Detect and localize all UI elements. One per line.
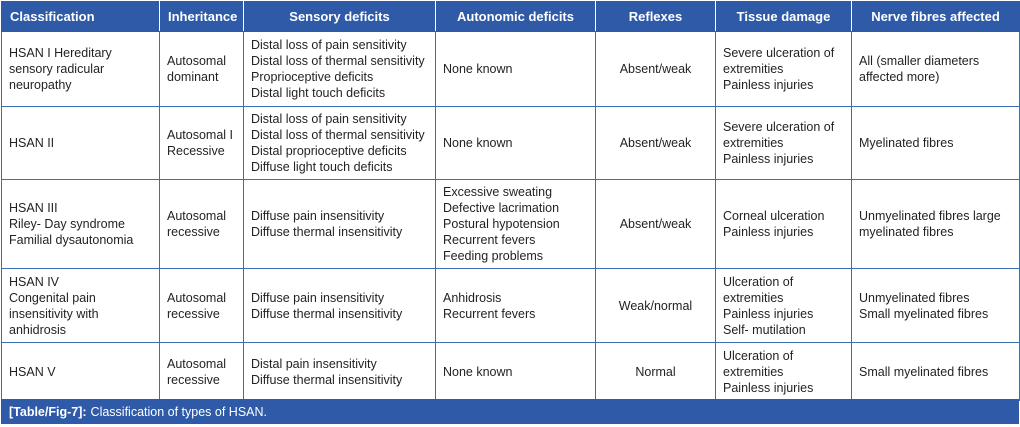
cell-line: extremities [723, 136, 784, 150]
header-autonomic-deficits: Autonomic deficits [436, 2, 596, 32]
cell-line: Painless injuries [723, 225, 814, 239]
cell-line: Riley- Day syndrome [9, 217, 126, 231]
cell-line: Severe ulceration of [723, 46, 835, 60]
cell-tissue-damage [716, 107, 852, 180]
caption-text: Classification of types of HSAN. [90, 404, 268, 419]
cell-line: HSAN IV [9, 274, 60, 289]
cell-line: None known [443, 136, 513, 150]
cell-line: HSAN II [9, 136, 55, 150]
cell-line: Severe ulceration of [723, 120, 835, 134]
cell-line: Distal light touch deficits [251, 86, 386, 100]
cell-classification [2, 343, 160, 401]
cell-line: Recessive [167, 144, 225, 158]
cell-line: Small myelinated fibres [859, 306, 989, 321]
cell-line: Diffuse pain insensitivity [251, 290, 385, 305]
cell-line: dominant [167, 70, 219, 84]
cell-line: Unmyelinated fibres [859, 290, 970, 305]
cell-line: Recurrent fevers [443, 233, 536, 247]
header-tissue-damage: Tissue damage [716, 2, 852, 32]
header-reflexes: Reflexes [596, 2, 716, 32]
cell-classification [2, 269, 160, 343]
cell-line: Painless injuries [723, 306, 814, 321]
cell-line: insensitivity with [9, 306, 99, 321]
cell-inheritance [160, 107, 244, 180]
table-row [2, 180, 1020, 269]
cell-autonomic-deficits [436, 32, 596, 107]
cell-sensory-deficits [244, 180, 436, 269]
header-nerve-fibres: Nerve fibres affected [852, 2, 1020, 32]
cell-line: Congenital pain [9, 290, 96, 305]
cell-nerve-fibres [852, 180, 1020, 269]
cell-inheritance [160, 32, 244, 107]
cell-line: None known [443, 62, 513, 76]
cell-line: Proprioceptive deficits [251, 70, 374, 84]
cell-line: Feeding problems [443, 249, 544, 263]
cell-line: HSAN I Hereditary [9, 46, 112, 60]
cell-autonomic-deficits [436, 269, 596, 343]
cell-line: Autosomal [167, 209, 227, 223]
cell-classification [2, 180, 160, 269]
cell-nerve-fibres [852, 343, 1020, 401]
cell-line: Recurrent fevers [443, 306, 536, 321]
cell-nerve-fibres [852, 107, 1020, 180]
cell-line: Small myelinated fibres [859, 364, 989, 379]
cell-line: recessive [167, 225, 220, 239]
cell-line: extremities [723, 62, 784, 76]
cell-autonomic-deficits [436, 180, 596, 269]
cell-autonomic-deficits [436, 107, 596, 180]
table-figure [1, 1, 1019, 425]
cell-line: recessive [167, 372, 220, 387]
cell-line: All (smaller diameters [859, 54, 980, 68]
cell-line: Autosomal [167, 54, 227, 68]
cell-line: Painless injuries [723, 380, 814, 395]
cell-line: HSAN III [9, 201, 58, 215]
cell-line: Diffuse light touch deficits [251, 160, 393, 174]
cell-line: Autosomal [167, 290, 227, 305]
cell-sensory-deficits [244, 269, 436, 343]
cell-reflexes: Normal [596, 343, 716, 401]
cell-line: Distal loss of thermal sensitivity [251, 54, 425, 68]
cell-line: myelinated fibres [859, 225, 954, 239]
cell-line: None known [443, 364, 513, 379]
cell-line: neuropathy [9, 78, 72, 92]
cell-line: Diffuse thermal insensitivity [251, 372, 403, 387]
cell-tissue-damage [716, 269, 852, 343]
cell-tissue-damage [716, 343, 852, 401]
cell-autonomic-deficits [436, 343, 596, 401]
cell-line: affected more) [859, 70, 940, 84]
cell-line: Excessive sweating [443, 185, 553, 199]
cell-inheritance [160, 343, 244, 401]
cell-reflexes: Absent/weak [596, 107, 716, 180]
cell-line: HSAN V [9, 364, 56, 379]
cell-line: extremities [723, 364, 784, 379]
cell-inheritance [160, 269, 244, 343]
cell-line: Familial dysautonomia [9, 233, 134, 247]
cell-line: Self- mutilation [723, 322, 806, 337]
cell-line: Autosomal [167, 356, 227, 371]
header-classification: Classification [2, 2, 160, 32]
table-row [2, 107, 1020, 180]
hsan-classification-table [1, 1, 1020, 401]
cell-reflexes: Weak/normal [596, 269, 716, 343]
cell-classification [2, 32, 160, 107]
cell-line: Distal pain insensitivity [251, 356, 377, 371]
cell-line: Ulceration of [723, 274, 794, 289]
header-inheritance: Inheritance [160, 2, 244, 32]
cell-classification [2, 107, 160, 180]
caption-label: [Table/Fig-7]: [9, 404, 87, 419]
cell-line: Corneal ulceration [723, 209, 825, 223]
cell-sensory-deficits [244, 32, 436, 107]
cell-sensory-deficits [244, 107, 436, 180]
cell-line: Painless injuries [723, 152, 814, 166]
cell-reflexes: Absent/weak [596, 32, 716, 107]
cell-line: Anhidrosis [443, 290, 502, 305]
cell-line: recessive [167, 306, 220, 321]
cell-line: Autosomal I [167, 128, 234, 142]
cell-sensory-deficits [244, 343, 436, 401]
cell-line: extremities [723, 290, 784, 305]
cell-nerve-fibres [852, 269, 1020, 343]
cell-line: Distal proprioceptive deficits [251, 144, 407, 158]
cell-line: Ulceration of [723, 348, 794, 363]
table-caption [1, 399, 1019, 424]
cell-line: anhidrosis [9, 322, 66, 337]
cell-line: Diffuse thermal insensitivity [251, 306, 403, 321]
table-row [2, 343, 1020, 401]
cell-line: Defective lacrimation [443, 201, 560, 215]
cell-line: Painless injuries [723, 78, 814, 92]
cell-line: Diffuse pain insensitivity [251, 209, 385, 223]
cell-reflexes: Absent/weak [596, 180, 716, 269]
cell-line: Distal loss of thermal sensitivity [251, 128, 425, 142]
cell-tissue-damage [716, 32, 852, 107]
cell-line: Distal loss of pain sensitivity [251, 112, 407, 126]
header-sensory-deficits: Sensory deficits [244, 2, 436, 32]
cell-line: sensory radicular [9, 62, 105, 76]
cell-tissue-damage [716, 180, 852, 269]
header-row [2, 2, 1020, 32]
cell-line: Myelinated fibres [859, 136, 954, 150]
cell-line: Diffuse thermal insensitivity [251, 225, 403, 239]
table-row [2, 32, 1020, 107]
cell-line: Distal loss of pain sensitivity [251, 38, 407, 52]
cell-line: Unmyelinated fibres large [859, 209, 1001, 223]
table-row [2, 269, 1020, 343]
cell-inheritance [160, 180, 244, 269]
cell-line: Postural hypotension [443, 217, 560, 231]
cell-nerve-fibres [852, 32, 1020, 107]
